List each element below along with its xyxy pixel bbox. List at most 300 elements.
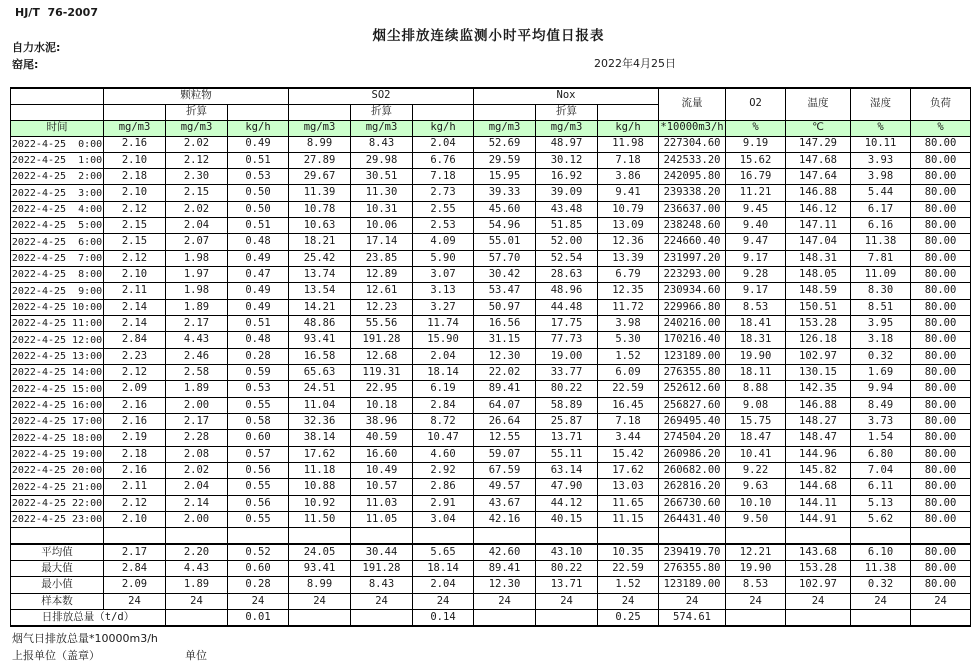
daily-total-cell: 0.25 (598, 610, 659, 626)
value-cell: 264431.40 (659, 512, 726, 528)
summary-value-cell: 0.28 (228, 577, 289, 594)
daily-total-label: 日排放总量（t/d） (11, 610, 166, 626)
empty-cell (726, 528, 786, 544)
summary-value-cell: 2.09 (104, 577, 166, 594)
summary-value-cell: 80.00 (911, 560, 971, 577)
value-cell: 0.32 (851, 348, 911, 364)
value-cell: 269495.40 (659, 414, 726, 430)
daily-total-cell (536, 610, 598, 626)
value-cell: 12.23 (351, 299, 413, 315)
value-cell: 3.27 (413, 299, 474, 315)
value-cell: 25.42 (289, 250, 351, 266)
value-cell: 11.98 (598, 136, 659, 152)
value-cell: 1.97 (166, 267, 228, 283)
value-cell: 2.04 (166, 218, 228, 234)
daily-total-cell (786, 610, 851, 626)
value-cell: 7.04 (851, 463, 911, 479)
summary-value-cell: 24 (659, 593, 726, 610)
location-label: 窑尾: (12, 58, 39, 71)
value-cell: 10.41 (726, 446, 786, 462)
value-cell: 80.00 (911, 136, 971, 152)
value-cell: 0.56 (228, 463, 289, 479)
summary-value-cell: 24 (786, 593, 851, 610)
value-cell: 39.09 (536, 185, 598, 201)
table-row (11, 218, 971, 234)
value-cell: 2.73 (413, 185, 474, 201)
value-cell: 80.00 (911, 299, 971, 315)
time-col-spacer (11, 88, 104, 104)
value-cell: 8.30 (851, 283, 911, 299)
value-cell: 6.16 (851, 218, 911, 234)
summary-value-cell: 13.71 (536, 577, 598, 594)
daily-total-cell (289, 610, 351, 626)
value-cell: 12.35 (598, 283, 659, 299)
value-cell: 2.12 (104, 250, 166, 266)
value-cell: 58.89 (536, 397, 598, 413)
value-cell: 2.02 (166, 136, 228, 152)
value-cell: 148.47 (786, 430, 851, 446)
value-cell: 12.55 (474, 430, 536, 446)
value-cell: 7.18 (598, 414, 659, 430)
time-cell: 2022-4-25 5:00 (11, 218, 104, 234)
table-row (11, 381, 971, 397)
time-cell: 2022-4-25 1:00 (11, 152, 104, 168)
value-cell: 11.21 (726, 185, 786, 201)
value-cell: 256827.60 (659, 397, 726, 413)
daily-total-cell: 0.14 (413, 610, 474, 626)
value-cell: 22.02 (474, 365, 536, 381)
value-cell: 227304.60 (659, 136, 726, 152)
value-cell: 10.18 (351, 397, 413, 413)
value-cell: 11.38 (851, 234, 911, 250)
table-row (11, 446, 971, 462)
value-cell: 6.11 (851, 479, 911, 495)
value-cell: 55.56 (351, 316, 413, 332)
value-cell: 2.10 (104, 512, 166, 528)
daily-total-cell (474, 610, 536, 626)
value-cell: 2.16 (104, 136, 166, 152)
summary-value-cell: 8.43 (351, 577, 413, 594)
value-cell: 80.00 (911, 414, 971, 430)
time-cell: 2022-4-25 6:00 (11, 234, 104, 250)
summary-value-cell: 80.00 (911, 577, 971, 594)
value-cell: 2.12 (104, 495, 166, 511)
col-o2: O2 (726, 88, 786, 120)
value-cell: 223293.00 (659, 267, 726, 283)
value-cell: 148.31 (786, 250, 851, 266)
value-cell: 1.89 (166, 381, 228, 397)
table-row (11, 185, 971, 201)
unit-label: mg/m3 (351, 120, 413, 136)
value-cell: 29.59 (474, 152, 536, 168)
value-cell: 3.93 (851, 152, 911, 168)
nox-converted-label: 折算 (536, 104, 598, 120)
empty-cell (351, 528, 413, 544)
value-cell: 3.98 (598, 316, 659, 332)
summary-value-cell: 24 (474, 593, 536, 610)
summary-value-cell: 24.05 (289, 544, 351, 561)
value-cell: 2.14 (166, 495, 228, 511)
value-cell: 80.00 (911, 430, 971, 446)
value-cell: 59.07 (474, 446, 536, 462)
table-row (11, 250, 971, 266)
value-cell: 15.95 (474, 169, 536, 185)
value-cell: 12.30 (474, 348, 536, 364)
value-cell: 2.12 (104, 365, 166, 381)
summary-value-cell: 93.41 (289, 560, 351, 577)
value-cell: 4.43 (166, 332, 228, 348)
value-cell: 5.44 (851, 185, 911, 201)
summary-value-cell: 11.38 (851, 560, 911, 577)
summary-value-cell: 239419.70 (659, 544, 726, 561)
standard-number: HJ/T 76-2007 (15, 6, 98, 19)
value-cell: 2.00 (166, 397, 228, 413)
table-row (11, 136, 971, 152)
value-cell: 0.49 (228, 283, 289, 299)
value-cell: 11.09 (851, 267, 911, 283)
value-cell: 11.03 (351, 495, 413, 511)
value-cell: 0.55 (228, 512, 289, 528)
value-cell: 2.30 (166, 169, 228, 185)
value-cell: 5.30 (598, 332, 659, 348)
value-cell: 10.47 (413, 430, 474, 446)
time-cell: 2022-4-25 0:00 (11, 136, 104, 152)
value-cell: 15.62 (726, 152, 786, 168)
empty-cell (104, 528, 166, 544)
value-cell: 18.14 (413, 365, 474, 381)
value-cell: 102.97 (786, 348, 851, 364)
empty-row (11, 528, 971, 544)
value-cell: 11.18 (289, 463, 351, 479)
empty-cell (659, 528, 726, 544)
value-cell: 276355.80 (659, 365, 726, 381)
value-cell: 2.55 (413, 201, 474, 217)
time-cell: 2022-4-25 9:00 (11, 283, 104, 299)
summary-value-cell: 1.52 (598, 577, 659, 594)
table-row (11, 316, 971, 332)
summary-value-cell: 24 (228, 593, 289, 610)
value-cell: 191.28 (351, 332, 413, 348)
value-cell: 11.74 (413, 316, 474, 332)
value-cell: 25.87 (536, 414, 598, 430)
value-cell: 22.95 (351, 381, 413, 397)
value-cell: 0.60 (228, 430, 289, 446)
value-cell: 0.50 (228, 201, 289, 217)
summary-label: 最大值 (11, 560, 104, 577)
table-row (11, 201, 971, 217)
value-cell: 16.60 (351, 446, 413, 462)
value-cell: 0.53 (228, 169, 289, 185)
value-cell: 2.09 (104, 381, 166, 397)
value-cell: 2.91 (413, 495, 474, 511)
value-cell: 80.00 (911, 185, 971, 201)
value-cell: 80.00 (911, 267, 971, 283)
value-cell: 42.16 (474, 512, 536, 528)
value-cell: 47.90 (536, 479, 598, 495)
value-cell: 7.81 (851, 250, 911, 266)
value-cell: 260986.20 (659, 446, 726, 462)
value-cell: 80.00 (911, 316, 971, 332)
value-cell: 57.70 (474, 250, 536, 266)
value-cell: 0.49 (228, 250, 289, 266)
value-cell: 242533.20 (659, 152, 726, 168)
daily-total-cell: 574.61 (659, 610, 726, 626)
value-cell: 2.02 (166, 201, 228, 217)
value-cell: 52.54 (536, 250, 598, 266)
summary-value-cell: 102.97 (786, 577, 851, 594)
time-cell: 2022-4-25 11:00 (11, 316, 104, 332)
value-cell: 5.62 (851, 512, 911, 528)
value-cell: 2.16 (104, 397, 166, 413)
value-cell: 6.09 (598, 365, 659, 381)
empty-cell (474, 528, 536, 544)
value-cell: 9.28 (726, 267, 786, 283)
value-cell: 3.18 (851, 332, 911, 348)
value-cell: 2.04 (166, 479, 228, 495)
value-cell: 239338.20 (659, 185, 726, 201)
value-cell: 6.19 (413, 381, 474, 397)
value-cell: 65.63 (289, 365, 351, 381)
value-cell: 45.60 (474, 201, 536, 217)
time-cell: 2022-4-25 12:00 (11, 332, 104, 348)
summary-value-cell: 6.10 (851, 544, 911, 561)
summary-value-cell: 19.90 (726, 560, 786, 577)
col-temperature: 温度 (786, 88, 851, 120)
value-cell: 4.09 (413, 234, 474, 250)
value-cell: 22.59 (598, 381, 659, 397)
value-cell: 1.54 (851, 430, 911, 446)
summary-value-cell: 8.99 (289, 577, 351, 594)
value-cell: 80.00 (911, 332, 971, 348)
value-cell: 27.89 (289, 152, 351, 168)
value-cell: 147.64 (786, 169, 851, 185)
value-cell: 8.43 (351, 136, 413, 152)
value-cell: 147.29 (786, 136, 851, 152)
summary-value-cell: 12.30 (474, 577, 536, 594)
empty-cell (11, 528, 104, 544)
value-cell: 5.90 (413, 250, 474, 266)
value-cell: 77.73 (536, 332, 598, 348)
value-cell: 2.58 (166, 365, 228, 381)
value-cell: 80.22 (536, 381, 598, 397)
unit-label: kg/h (228, 120, 289, 136)
value-cell: 9.94 (851, 381, 911, 397)
summary-value-cell: 24 (598, 593, 659, 610)
value-cell: 1.98 (166, 283, 228, 299)
value-cell: 80.00 (911, 463, 971, 479)
value-cell: 4.60 (413, 446, 474, 462)
time-cell: 2022-4-25 2:00 (11, 169, 104, 185)
data-rows (11, 136, 971, 528)
unit-label: mg/m3 (289, 120, 351, 136)
value-cell: 13.54 (289, 283, 351, 299)
unit-label: kg/h (413, 120, 474, 136)
value-cell: 29.98 (351, 152, 413, 168)
company-label: 自力水泥: (12, 41, 61, 54)
summary-value-cell: 24 (726, 593, 786, 610)
value-cell: 2.23 (104, 348, 166, 364)
value-cell: 63.14 (536, 463, 598, 479)
value-cell: 9.63 (726, 479, 786, 495)
value-cell: 13.71 (536, 430, 598, 446)
report-date: 2022年4月25日 (594, 57, 676, 70)
time-cell: 2022-4-25 14:00 (11, 365, 104, 381)
unit-label: % (726, 120, 786, 136)
value-cell: 231997.20 (659, 250, 726, 266)
summary-value-cell: 80.00 (911, 544, 971, 561)
value-cell: 9.22 (726, 463, 786, 479)
value-cell: 147.04 (786, 234, 851, 250)
value-cell: 6.80 (851, 446, 911, 462)
value-cell: 3.95 (851, 316, 911, 332)
value-cell: 2.07 (166, 234, 228, 250)
value-cell: 39.33 (474, 185, 536, 201)
summary-value-cell: 24 (851, 593, 911, 610)
value-cell: 274504.20 (659, 430, 726, 446)
summary-row (11, 577, 971, 594)
summary-value-cell: 4.43 (166, 560, 228, 577)
value-cell: 3.07 (413, 267, 474, 283)
time-cell: 2022-4-25 3:00 (11, 185, 104, 201)
value-cell: 26.64 (474, 414, 536, 430)
value-cell: 18.21 (289, 234, 351, 250)
value-cell: 11.65 (598, 495, 659, 511)
table-row (11, 152, 971, 168)
value-cell: 146.88 (786, 397, 851, 413)
table-row (11, 299, 971, 315)
value-cell: 0.59 (228, 365, 289, 381)
value-cell: 55.11 (536, 446, 598, 462)
value-cell: 80.00 (911, 397, 971, 413)
value-cell: 240216.00 (659, 316, 726, 332)
summary-value-cell: 2.17 (104, 544, 166, 561)
value-cell: 230934.60 (659, 283, 726, 299)
empty-cell (911, 528, 971, 544)
value-cell: 9.50 (726, 512, 786, 528)
units-header-row (11, 120, 971, 136)
time-cell: 2022-4-25 4:00 (11, 201, 104, 217)
value-cell: 6.76 (413, 152, 474, 168)
summary-row (11, 560, 971, 577)
daily-total-cell (166, 610, 228, 626)
value-cell: 54.96 (474, 218, 536, 234)
value-cell: 50.97 (474, 299, 536, 315)
value-cell: 80.00 (911, 218, 971, 234)
value-cell: 238248.60 (659, 218, 726, 234)
value-cell: 9.45 (726, 201, 786, 217)
value-cell: 260682.00 (659, 463, 726, 479)
value-cell: 13.39 (598, 250, 659, 266)
value-cell: 2.17 (166, 316, 228, 332)
unit-label-footer: 单位 (185, 649, 207, 662)
time-cell: 2022-4-25 21:00 (11, 479, 104, 495)
value-cell: 2.10 (104, 267, 166, 283)
summary-value-cell: 24 (351, 593, 413, 610)
value-cell: 29.67 (289, 169, 351, 185)
table-row (11, 430, 971, 446)
monitoring-table (10, 87, 971, 627)
summary-value-cell: 10.35 (598, 544, 659, 561)
value-cell: 48.97 (536, 136, 598, 152)
value-cell: 19.00 (536, 348, 598, 364)
value-cell: 18.47 (726, 430, 786, 446)
table-row (11, 414, 971, 430)
value-cell: 52.00 (536, 234, 598, 250)
value-cell: 31.15 (474, 332, 536, 348)
value-cell: 2.53 (413, 218, 474, 234)
summary-value-cell: 0.52 (228, 544, 289, 561)
value-cell: 80.00 (911, 381, 971, 397)
empty-cell (786, 528, 851, 544)
time-col-spacer (11, 104, 104, 120)
unit-label: % (911, 120, 971, 136)
value-cell: 2.19 (104, 430, 166, 446)
value-cell: 0.47 (228, 267, 289, 283)
so2-converted-label: 折算 (351, 104, 413, 120)
value-cell: 48.86 (289, 316, 351, 332)
value-cell: 8.53 (726, 299, 786, 315)
value-cell: 40.59 (351, 430, 413, 446)
value-cell: 148.27 (786, 414, 851, 430)
value-cell: 80.00 (911, 446, 971, 462)
value-cell: 2.84 (413, 397, 474, 413)
value-cell: 8.72 (413, 414, 474, 430)
table-row (11, 365, 971, 381)
value-cell: 80.00 (911, 283, 971, 299)
value-cell: 119.31 (351, 365, 413, 381)
summary-value-cell: 80.22 (536, 560, 598, 577)
value-cell: 8.51 (851, 299, 911, 315)
value-cell: 3.98 (851, 169, 911, 185)
time-header: 时间 (11, 120, 104, 136)
value-cell: 80.00 (911, 365, 971, 381)
unit-label: mg/m3 (536, 120, 598, 136)
summary-value-cell: 143.68 (786, 544, 851, 561)
value-cell: 44.12 (536, 495, 598, 511)
summary-value-cell: 2.20 (166, 544, 228, 561)
value-cell: 17.75 (536, 316, 598, 332)
value-cell: 3.13 (413, 283, 474, 299)
value-cell: 43.67 (474, 495, 536, 511)
value-cell: 11.04 (289, 397, 351, 413)
value-cell: 6.17 (851, 201, 911, 217)
value-cell: 147.68 (786, 152, 851, 168)
value-cell: 1.98 (166, 250, 228, 266)
value-cell: 30.51 (351, 169, 413, 185)
value-cell: 13.09 (598, 218, 659, 234)
value-cell: 16.45 (598, 397, 659, 413)
summary-value-cell: 30.44 (351, 544, 413, 561)
value-cell: 10.79 (598, 201, 659, 217)
value-cell: 0.28 (228, 348, 289, 364)
value-cell: 3.86 (598, 169, 659, 185)
value-cell: 80.00 (911, 201, 971, 217)
summary-value-cell: 12.21 (726, 544, 786, 561)
time-cell: 2022-4-25 16:00 (11, 397, 104, 413)
value-cell: 9.17 (726, 250, 786, 266)
value-cell: 24.51 (289, 381, 351, 397)
value-cell: 2.16 (104, 414, 166, 430)
value-cell: 236637.00 (659, 201, 726, 217)
table-row (11, 512, 971, 528)
value-cell: 80.00 (911, 250, 971, 266)
summary-row (11, 593, 971, 610)
unit-label: mg/m3 (166, 120, 228, 136)
time-cell: 2022-4-25 22:00 (11, 495, 104, 511)
unit-label: mg/m3 (474, 120, 536, 136)
value-cell: 2.84 (104, 332, 166, 348)
value-cell: 123189.00 (659, 348, 726, 364)
